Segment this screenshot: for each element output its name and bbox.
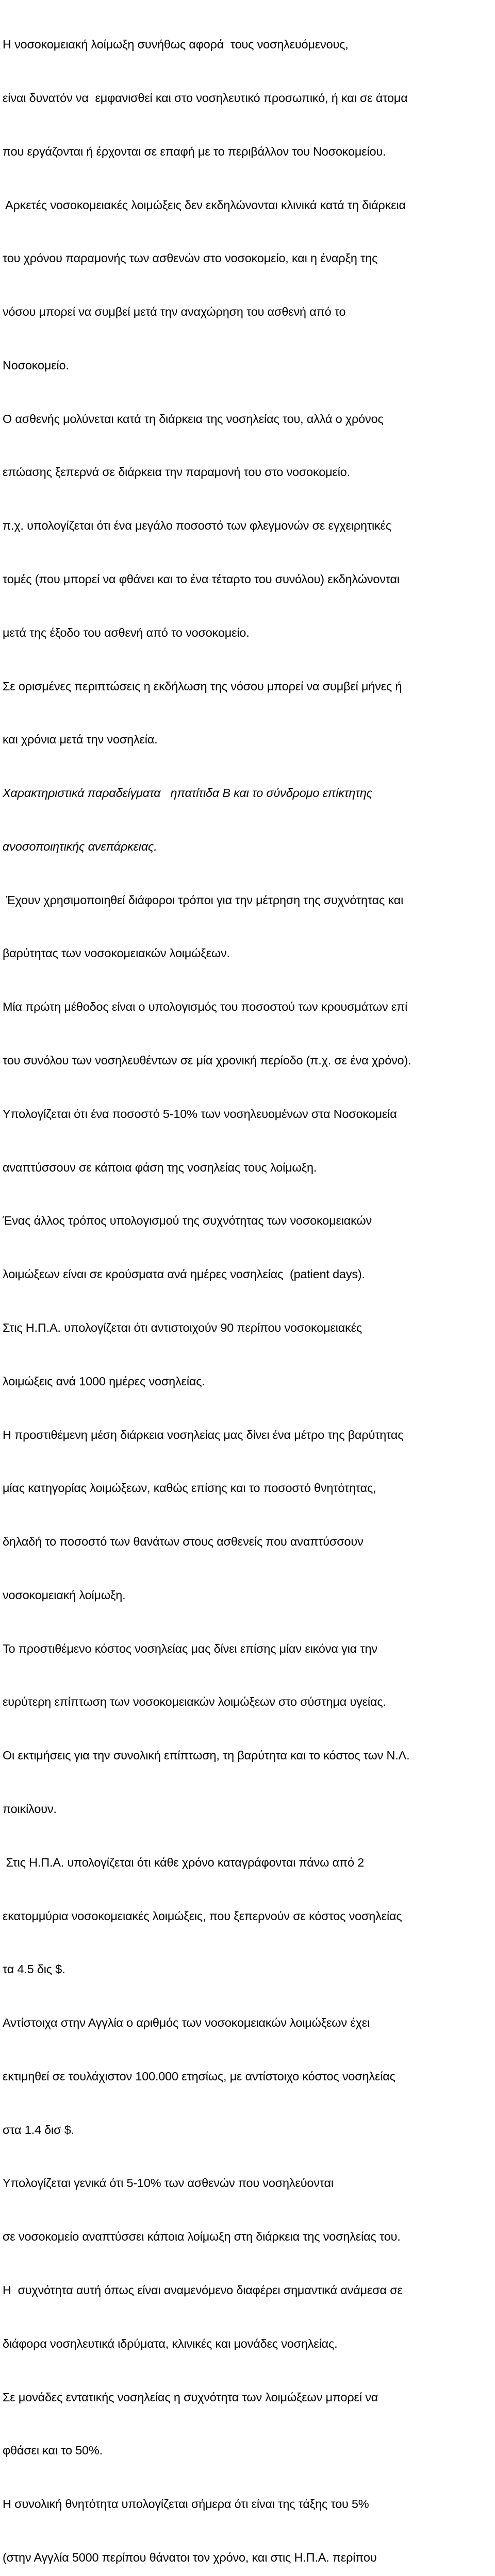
text-line: δηλαδή το ποσοστό των θανάτων στους ασθενείς που αναπτύσσουν <box>3 1535 364 1549</box>
text-line: του συνόλου των νοσηλευθέντων σε μία χρονική περίοδο (π.χ. σε ένα χρόνο). <box>3 1054 411 1067</box>
text-line: Αρκετές νοσοκομειακές λοιμώξεις δεν εκδηλώνονται κλινικά κατά τη διάρκεια <box>3 198 406 212</box>
text-line: Σε μονάδες εντατικής νοσηλείας η συχνότητα των λοιμώξεων μπορεί να <box>3 2390 378 2404</box>
text-line: Στις Η.Π.Α. υπολογίζεται ότι κάθε χρόνο καταγράφονται πάνω από 2 <box>3 1855 365 1869</box>
text-line: Νοσοκομείο. <box>3 358 69 372</box>
text-line: Υπολογίζεται ότι ένα ποσοστό 5-10% των νοσηλευομένων στα Νοσοκομεία <box>3 1107 397 1121</box>
text-line: μίας κατηγορίας λοιμώξεων, καθώς επίσης και το ποσοστό θνητότητας, <box>3 1481 376 1495</box>
text-line: Σε ορισμένες περιπτώσεις η εκδήλωση της νόσου μπορεί να συμβεί μήνες ή <box>3 679 402 693</box>
text-line: Υπολογίζεται γενικά ότι 5-10% των ασθενών που νοσηλεύονται <box>3 2176 334 2190</box>
text-line: μετά της έξοδο του ασθενή από το νοσοκομείο. <box>3 625 250 639</box>
text-line: που εργάζονται ή έρχονται σε επαφή με το περιβάλλον του Νοσοκομείου. <box>3 144 386 158</box>
text-line: Αντίστοιχα στην Αγγλία ο αριθμός των νοσοκομειακών λοιμώξεων έχει <box>3 2016 370 2030</box>
text-line: και χρόνια μετά την νοσηλεία. <box>3 733 158 747</box>
text-line: επώασης ξεπερνά σε διάρκεια την παραμονή του στο νοσοκομείο. <box>3 465 350 479</box>
text-line: ποικίλουν. <box>3 1802 57 1816</box>
text-line: (στην Αγγλία 5000 περίπου θάνατοι τον χρόνο, και στις Η.Π.Α. περίπου <box>3 2550 377 2564</box>
text-line: Ένας άλλος τρόπος υπολογισμού της συχνότητας των νοσοκομειακών <box>3 1214 372 1228</box>
text-line: στα 1.4 δισ $. <box>3 2123 74 2137</box>
text-line: εκτιμηθεί σε τουλάχιστον 100.000 ετησίως, με αντίστοιχο κόστος νοσηλείας <box>3 2069 395 2083</box>
text-line: αναπτύσσουν σε κάποια φάση της νοσηλείας τους λοίμωξη. <box>3 1160 317 1174</box>
text-line: νόσου μπορεί να συμβεί μετά την αναχώρηση του ασθενή από το <box>3 305 346 319</box>
text-line: Η νοσοκομειακή λοίμωξη συνήθως αφορά τους νοσηλευόμενους, <box>3 38 349 52</box>
text-line: σε νοσοκομείο αναπτύσσει κάποια λοίμωξη στη διάρκεια της νοσηλείας του. <box>3 2230 401 2244</box>
text-line: είναι δυνατόν να εμφανισθεί και στο νοσηλευτικό προσωπικό, ή και σε άτομα <box>3 91 408 105</box>
text-line: Στις Η.Π.Α. υπολογίζεται ότι αντιστοιχούν 90 περίπου νοσοκομειακές <box>3 1320 362 1334</box>
italic-text-line: Χαρακτηριστικά παραδείγματα ηπατίτιδα Β και το σύνδρομο επίκτητης <box>3 786 372 800</box>
text-line: βαρύτητας των νοσοκομειακών λοιμώξεων. <box>3 946 230 960</box>
text-line: εκατομμύρια νοσοκομειακές λοιμώξεις, που ξεπερνούν σε κόστος νοσηλείας <box>3 1909 402 1923</box>
text-line: του χρόνου παραμονής των ασθενών στο νοσοκομείο, και η έναρξη της <box>3 251 378 265</box>
text-line: λοιμώξεων είναι σε κρούσματα ανά ημέρες νοσηλείας (patient days). <box>3 1267 365 1281</box>
text-line: π.χ. υπολογίζεται ότι ένα μεγάλο ποσοστό των φλεγμονών σε εγχειρητικές <box>3 519 391 533</box>
text-line: διάφορα νοσηλευτικά ιδρύματα, κλινικές και μονάδες νοσηλείας. <box>3 2336 338 2350</box>
text-line: ευρύτερη επίπτωση των νοσοκομειακών λοιμώξεων στο σύστημα υγείας. <box>3 1695 386 1709</box>
text-line: νοσοκομειακή λοίμωξη. <box>3 1588 126 1602</box>
text-line: Η συχνότητα αυτή όπως είναι αναμενόμενο διαφέρει σημαντικά ανάμεσα σε <box>3 2283 403 2297</box>
italic-text-line: ανοσοποιητικής ανεπάρκειας. <box>3 839 157 853</box>
text-line: Η προστιθέμενη μέση διάρκεια νοσηλείας μας δίνει ένα μέτρο της βαρύτητας <box>3 1428 404 1442</box>
text-line: φθάσει και το 50%. <box>3 2444 103 2458</box>
document-body <box>3 0 495 2576</box>
text-line: Ο ασθενής μολύνεται κατά τη διάρκεια της νοσηλείας του, αλλά ο χρόνος <box>3 412 384 426</box>
text-line: Μία πρώτη μέθοδος είναι ο υπολογισμός του ποσοστού των κρουσμάτων επί <box>3 1000 408 1014</box>
text-line: Έχουν χρησιμοποιηθεί διάφοροι τρόποι για την μέτρηση της συχνότητας και <box>3 893 404 907</box>
text-line: τομές (που μπορεί να φθάνει και το ένα τέταρτο του συνόλου) εκδηλώνονται <box>3 572 400 586</box>
text-line: Το προστιθέμενο κόστος νοσηλείας μας δίνει επίσης μίαν εικόνα για την <box>3 1641 377 1655</box>
text-line: λοιμώξεις ανά 1000 ημέρες νοσηλείας. <box>3 1374 205 1388</box>
text-line: τα 4.5 δις $. <box>3 1962 65 1976</box>
text-line: Οι εκτιμήσεις για την συνολική επίπτωση, τη βαρύτητα και το κόστος των Ν.Λ. <box>3 1749 410 1762</box>
text-line: Η συνολική θνητότητα υπολογίζεται σήμερα ότι είναι της τάξης του 5% <box>3 2497 369 2511</box>
